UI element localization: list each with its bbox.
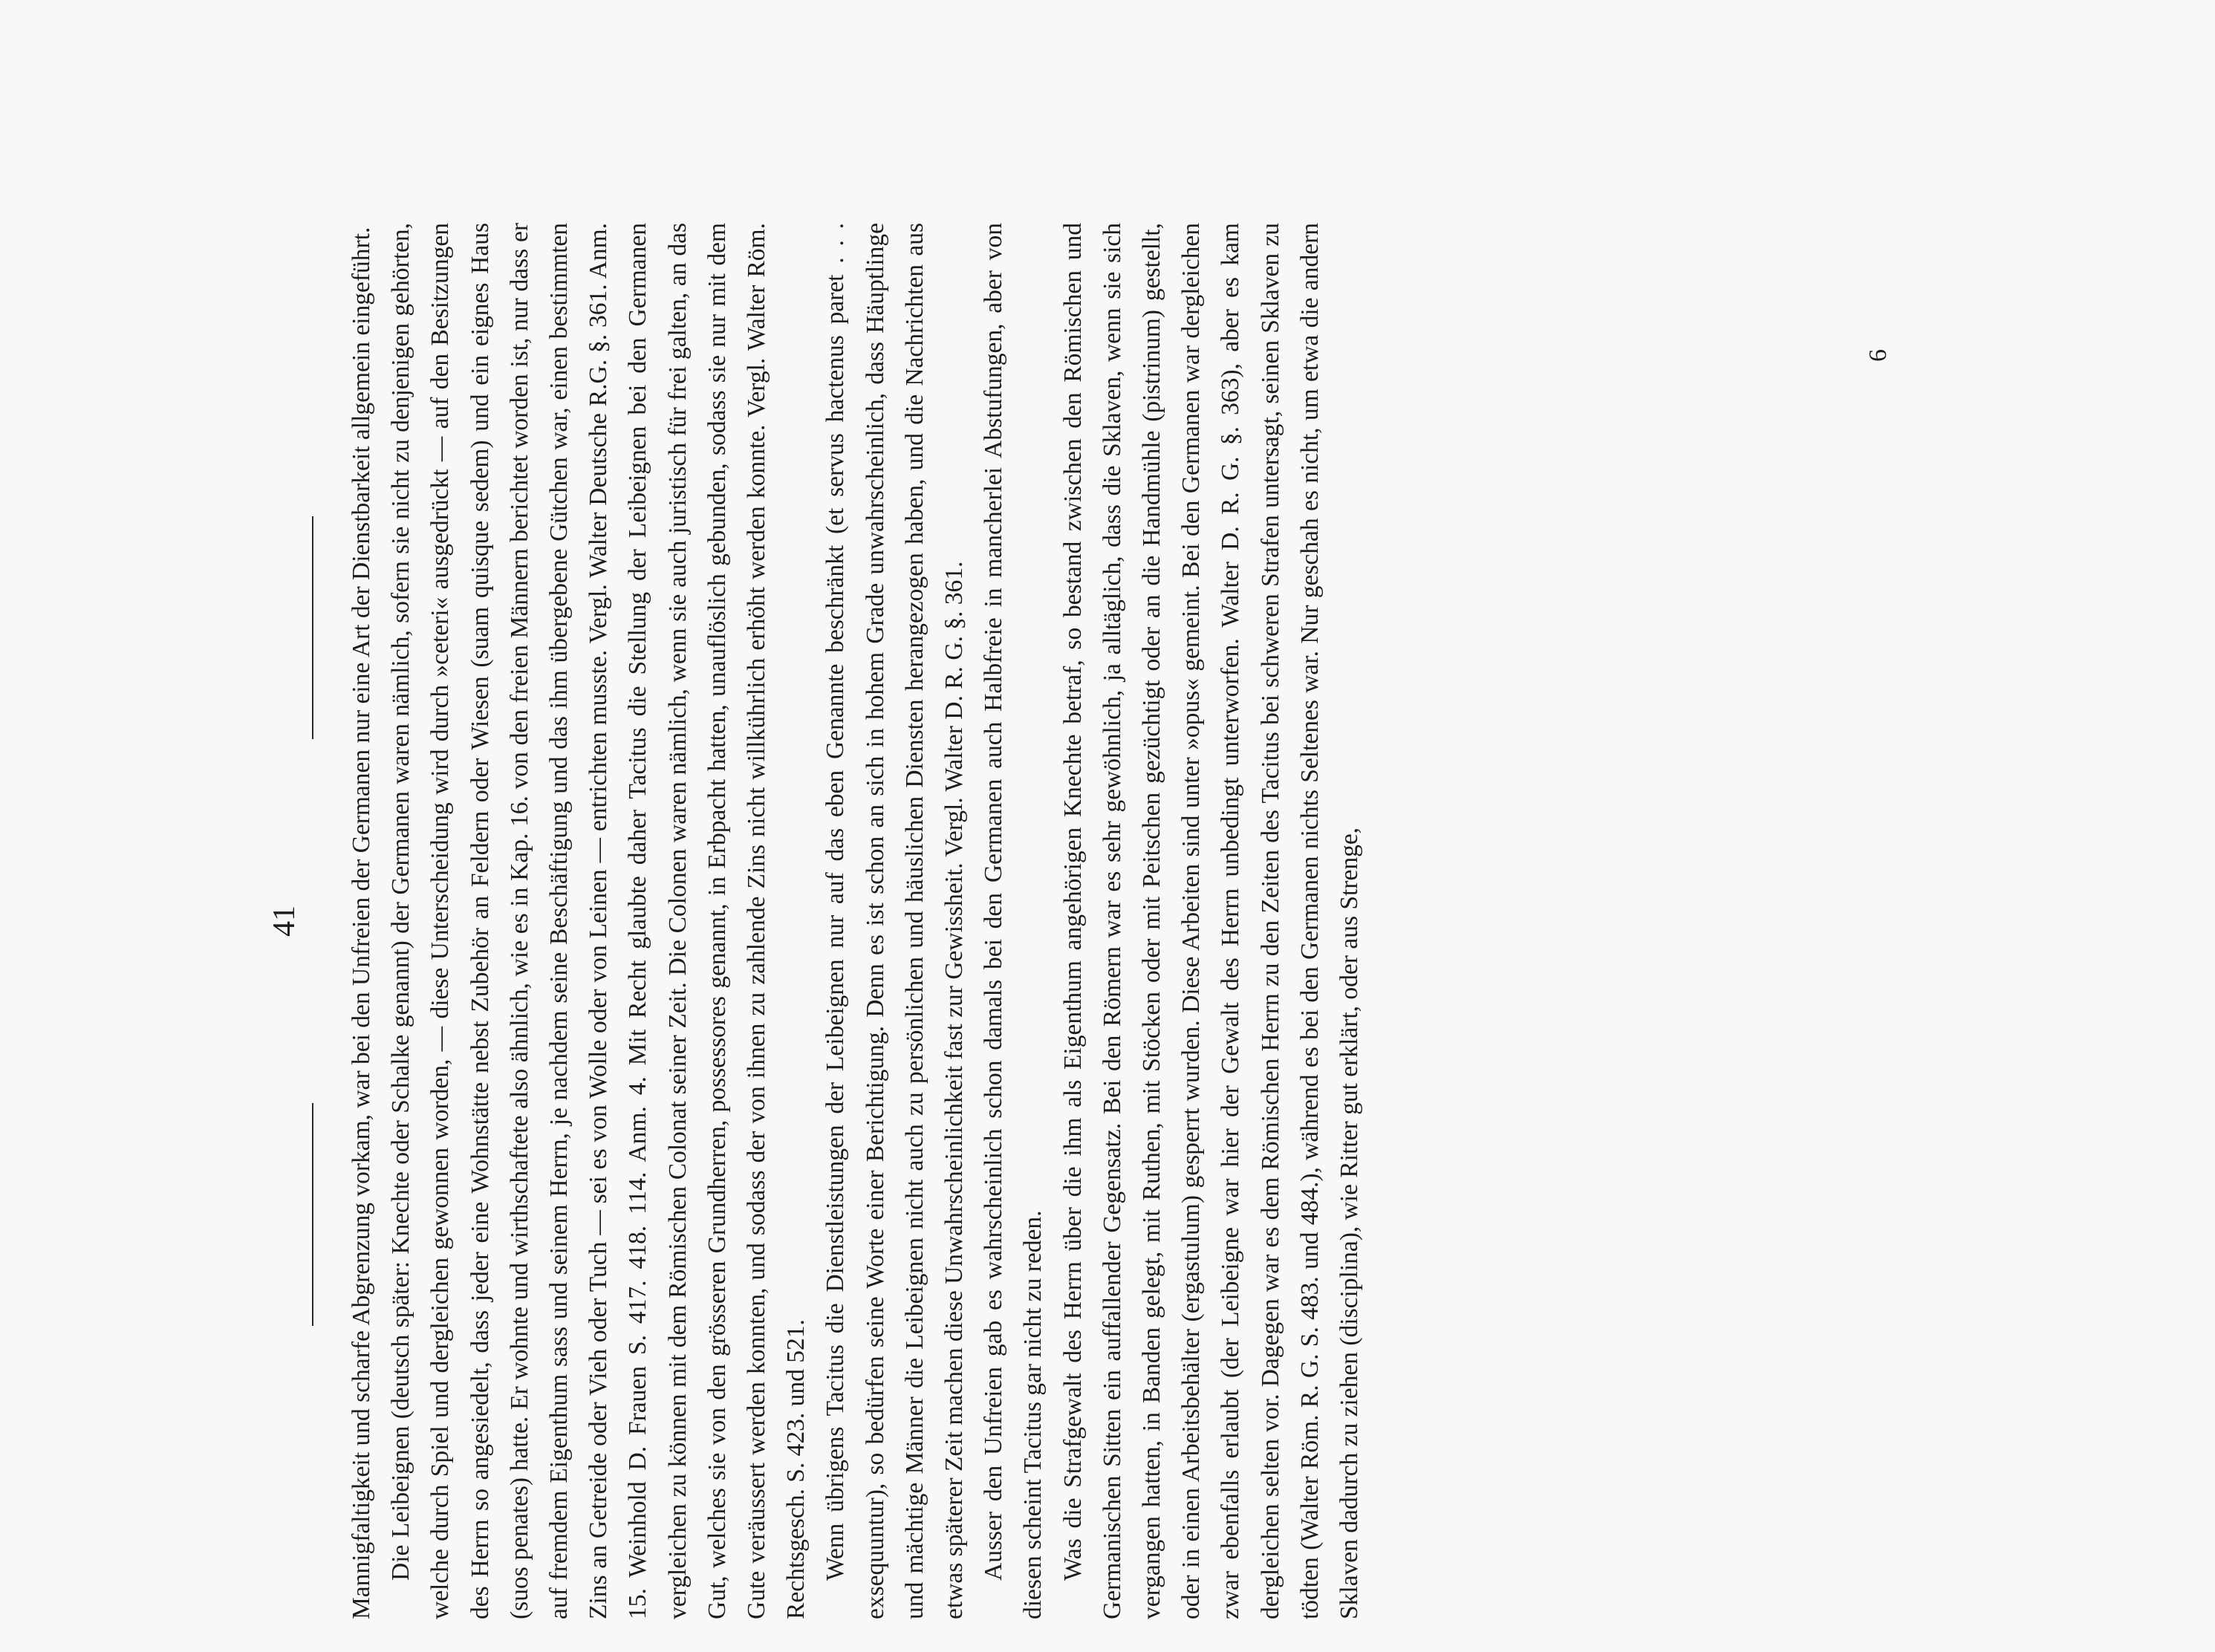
header-rule-right bbox=[312, 516, 313, 739]
paragraph-5: Was die Strafgewalt des Herrn über die ihm als Eigenthum angehörigen Knechte betraf, so bestand zwischen den Römischen und Germanischen Sitten ein auffallender Gegensatz. Bei den Römern war es sehr gewöhnlich, ja alltäglich, dass die Sklaven, wenn sie sich vergangen hatten, in Banden gelegt, mit Ruthen, mit Stöcken oder mit Peitschen gezüchtigt oder an die Handmühle (pistrinum) gestellt, oder in einen Arbeitsbehälter (ergastulum) gesperrt wurden. Diese Arbeiten sind unter »opus« gemeint. Bei den Germanen war dergleichen zwar ebenfalls erlaubt (der Leibeigne war hier der Gewalt des Herrn unbedingt unterworfen. Walter D. R. G. §. 363), aber es kam dergleichen selten vor. Dagegen war es dem Römischen Herrn zu den Zeiten des Tacitus bei schweren Strafen untersagt, seinen Sklaven zu tödten (Walter Röm. R. G. S. 483. und 484.), während es bei den Germanen nichts Seltenes war. Nur geschah es nicht, um etwa die andern Sklaven dadurch zu ziehen (disciplina), wie Ritter gut erklärt, oder aus Strenge, bbox=[1058, 223, 1364, 1619]
body-text bbox=[342, 223, 1369, 1619]
sheet-signature-number: 6 bbox=[1864, 349, 1892, 362]
sheet-signature bbox=[1866, 223, 1891, 1619]
paragraph-2: Die Leibeignen (deutsch später: Knechte oder Schalke genannt) der Germanen waren nämlich, sofern sie nicht zu denjenigen gehörten, welche durch Spiel und dergleichen gewonnen worden, — diese Unterscheidung wird durch »ceteri« ausgedrückt — auf den Besitzungen des Herrn so angesiedelt, dass jeder eine Wohnstätte nebst Zubehör an Feldern oder Wiesen (suam quisque sedem) und ein eignes Haus (suos penates) hatte. Er wohnte und wirthschaftete also ähnlich, wie es in Kap. 16. von den freien Männern berichtet worden ist, nur dass er auf fremdem Eigenthum sass und seinem Herrn, je nachdem seine Beschäftigung und das ihm übergebene Gütchen war, einen bestimmten Zins an Getreide oder Vieh oder Tuch — sei es von Wolle oder von Leinen — entrichten musste. Vergl. Walter Deutsche R.G. §. 361. Anm. 15. Weinhold D. Frauen S. 417. 418. 114. Anm. 4. Mit Recht glaubte daher Tacitus die Stellung der Leibeignen bei den Germanen vergleichen zu können mit dem Römischen Colonat seiner Zeit. Die Colonen waren nämlich, wenn sie auch juristisch für frei galten, an das Gut, welches sie von den grösseren Grundherren, possessores genannt, in Erbpacht hatten, unauflöslich gebunden, sodass sie nur mit dem Gute veräussert werden konnten, und sodass der von ihnen zu zahlende Zins nicht willkührlich erhöht werden konnte. Vergl. Walter Röm. Rechtsgesch. S. 423. und 521. bbox=[387, 223, 810, 1619]
header-rule-left bbox=[312, 1103, 313, 1326]
page-number: 41 bbox=[267, 905, 302, 937]
rotated-text-block bbox=[267, 223, 1909, 1619]
paragraph-1: Mannigfaltigkeit und scharfe Abgrenzung vorkam, war bei den Unfreien der Germanen nur eine Art der Dienstbarkeit allgemein eingeführt. bbox=[348, 227, 375, 1619]
paragraph-4: Ausser den Unfreien gab es wahrscheinlich schon damals bei den Germanen auch Halbfreie in mancherlei Abstufungen, aber von diesen scheint Tacitus gar nicht zu reden. bbox=[980, 223, 1047, 1619]
paragraph-3: Wenn übrigens Tacitus die Dienstleistungen der Leibeignen nur auf das eben Genannte beschränkt (et servus hactenus paret . . . exsequuntur), so bedürfen seine Worte einer Berichtigung. Denn es ist schon an sich in hohem Grade unwahrscheinlich, dass Häuptlinge und mächtige Männer die Leibeignen nicht auch zu persönlichen und häuslichen Diensten herangezogen haben, und die Nachrichten aus etwas späterer Zeit machen diese Unwahrscheinlichkeit fast zur Gewissheit. Vergl. Walter D. R. G. §. 361. bbox=[822, 223, 969, 1619]
